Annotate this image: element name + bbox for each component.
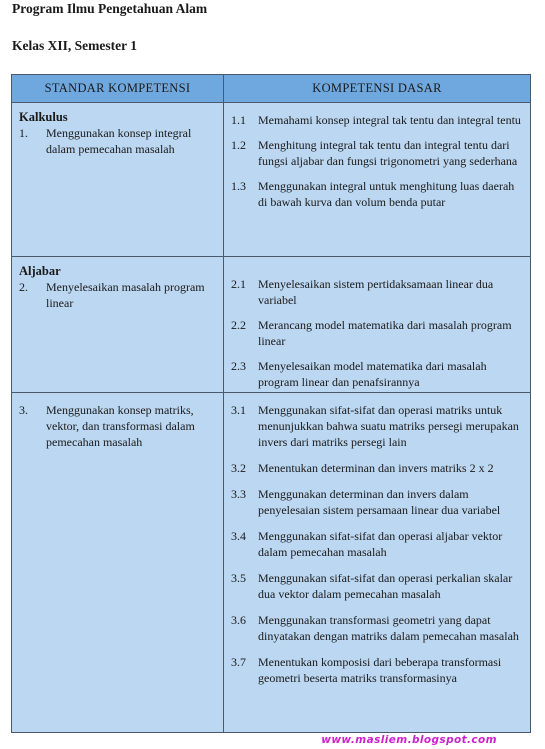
kd-text: Menghitung integral tak tentu dan integral tentu dari fungsi aljabar dan fungsi trigonometri yang sederhana bbox=[258, 138, 518, 168]
kd-number: 2.2 bbox=[231, 318, 246, 332]
sk-text: Menggunakan konsep integral dalam pemecahan masalah bbox=[46, 126, 192, 156]
header-standar-kompetensi: STANDAR KOMPETENSI bbox=[12, 75, 224, 103]
sk-number: 1. bbox=[19, 126, 28, 140]
kd-text: Menentukan komposisi dari beberapa transformasi geometri beserta matriks transformasinya bbox=[258, 655, 502, 685]
kd-text: Merancang model matematika dari masalah program linear bbox=[258, 318, 512, 348]
sk-cell-kalkulus bbox=[12, 103, 224, 257]
kd-number: 2.3 bbox=[231, 359, 246, 373]
kd-item bbox=[231, 654, 524, 686]
class-title: Kelas XII, Semester 1 bbox=[12, 38, 137, 53]
sk-number: 2. bbox=[19, 280, 28, 294]
kd-item bbox=[231, 528, 524, 560]
kd-text: Menggunakan integral untuk menghitung luas daerah di bawah kurva dan volum benda putar bbox=[258, 179, 515, 209]
kd-text: Menggunakan sifat-sifat dan operasi aljabar vektor dalam pemecahan masalah bbox=[258, 529, 503, 559]
header-kompetensi-dasar: KOMPETENSI DASAR bbox=[224, 75, 530, 103]
kd-text: Menentukan determinan dan invers matriks 2 x 2 bbox=[258, 461, 494, 475]
kd-cell-matriks bbox=[224, 393, 530, 732]
sk-item bbox=[19, 279, 217, 311]
kd-number: 1.1 bbox=[231, 113, 246, 127]
kd-item bbox=[231, 612, 524, 644]
competency-table bbox=[11, 74, 531, 733]
kd-item bbox=[231, 112, 524, 128]
kd-number: 2.1 bbox=[231, 277, 246, 291]
kd-item bbox=[231, 460, 524, 476]
kd-item bbox=[231, 570, 524, 602]
kd-item bbox=[231, 317, 524, 349]
kd-number: 1.2 bbox=[231, 138, 246, 152]
watermark-link[interactable]: www.masliem.blogspot.com bbox=[321, 734, 497, 746]
kd-number: 3.2 bbox=[231, 461, 246, 475]
kd-number: 3.5 bbox=[231, 571, 246, 585]
kd-item bbox=[231, 137, 524, 169]
kd-number: 1.3 bbox=[231, 179, 246, 193]
program-title: Program Ilmu Pengetahuan Alam bbox=[12, 1, 208, 16]
kd-text: Menggunakan transformasi geometri yang dapat dinyatakan dengan matriks dalam pemecahan masalah bbox=[258, 613, 519, 643]
sk-text: Menyelesaikan masalah program linear bbox=[46, 280, 205, 310]
group-label: Kalkulus bbox=[19, 110, 68, 124]
kd-item bbox=[231, 486, 524, 518]
kd-cell-kalkulus bbox=[224, 103, 530, 257]
sk-text: Menggunakan konsep matriks, vektor, dan transformasi dalam pemecahan masalah bbox=[46, 403, 195, 449]
kd-text: Memahami konsep integral tak tentu dan integral tentu bbox=[258, 113, 521, 127]
sk-item bbox=[19, 125, 217, 157]
kd-item bbox=[231, 178, 524, 210]
kd-number: 3.1 bbox=[231, 403, 246, 417]
sk-cell-matriks bbox=[12, 393, 224, 732]
kd-cell-aljabar bbox=[224, 257, 530, 393]
kd-number: 3.3 bbox=[231, 487, 246, 501]
sk-item bbox=[19, 402, 217, 450]
sk-number: 3. bbox=[19, 403, 28, 417]
kd-number: 3.7 bbox=[231, 655, 246, 669]
kd-item bbox=[231, 358, 524, 390]
kd-text: Menyelesaikan sistem pertidaksamaan linear dua variabel bbox=[258, 277, 494, 307]
kd-item bbox=[231, 276, 524, 308]
kd-text: Menggunakan sifat-sifat dan operasi matriks untuk menunjukkan bahwa suatu matriks persegi merupakan invers dari matriks persegi lain bbox=[258, 403, 519, 449]
kd-text: Menggunakan sifat-sifat dan operasi perkalian skalar dua vektor dalam pemecahan masalah bbox=[258, 571, 513, 601]
group-label: Aljabar bbox=[19, 264, 61, 278]
sk-cell-aljabar bbox=[12, 257, 224, 393]
kd-text: Menggunakan determinan dan invers dalam penyelesaian sistem persamaan linear dua variabel bbox=[258, 487, 501, 517]
kd-number: 3.6 bbox=[231, 613, 246, 627]
kd-text: Menyelesaikan model matematika dari masalah program linear dan penafsirannya bbox=[258, 359, 487, 389]
kd-item bbox=[231, 402, 524, 450]
kd-number: 3.4 bbox=[231, 529, 246, 543]
